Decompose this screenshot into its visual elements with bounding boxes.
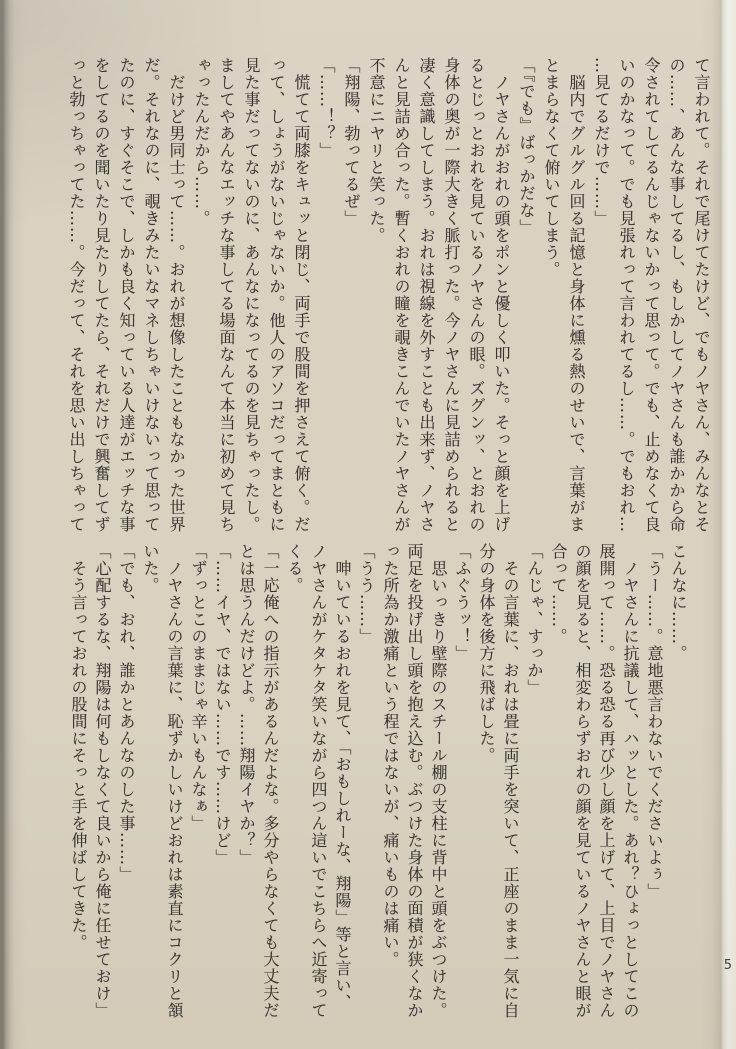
text-column: をしてるのを聞いたり見たりしてたら、それだけで興奮してず: [92, 57, 111, 533]
text-column: って、しょうがないじゃないか。他人のアソコだってまともに: [267, 57, 286, 533]
text-column: 「ずっとこのままじゃ辛いもんなぁ」: [189, 543, 208, 832]
upper-text-block: [64, 57, 714, 541]
text-column: るとじっとおれを見ているノヤさんの眼。ズグンッ、とおれの: [467, 57, 486, 533]
text-column: こんなに……。: [669, 543, 688, 662]
text-column: 「翔陽、勃ってるぜ」: [342, 57, 361, 227]
text-column: 慌てて両膝をキュッと閉じ、両手で股間を押さえて俯く。だ: [292, 57, 311, 533]
text-column: 見た事だってないのに、あんなになってるのを見ちゃったし。: [242, 57, 261, 533]
text-column: ノヤさんがケタケタ笑いながら四つん這いでこちらへ近寄って: [309, 543, 328, 1019]
text-column: いのかなって。でも見張れって言われてるし……。でもおれ…: [617, 57, 636, 533]
text-column: 「……！？」: [317, 57, 336, 159]
text-column: …見てるだけで……」: [592, 57, 611, 227]
lower-text-block: [66, 543, 690, 1027]
page-number: 5: [723, 958, 732, 973]
text-column: とまらなくて俯いてしまう。: [542, 57, 561, 278]
text-column: 呻いているおれを見て、「おもしれーな、翔陽」等と言い、: [333, 543, 352, 1011]
text-column: 「『でも』ばっかだな」: [517, 57, 536, 236]
text-column: だ。それなのに、覗きみたいなマネしちゃいけないって思って: [142, 57, 161, 533]
text-column: ゃったんだから……。: [192, 57, 211, 227]
text-column: 「でも、おれ、誰かとあんなのした事……」: [117, 543, 136, 883]
text-column: 「一応俺への指示があるんだよな。多分やらなくても大丈夫だ: [261, 543, 280, 1019]
text-column: 「んじゃ、すっか」: [525, 543, 544, 696]
text-column: とは思うんだけどよ。……翔陽イヤか？」: [237, 543, 256, 866]
text-column: その言葉に、おれは畳に両手を突いて、正座のまま一気に自: [501, 543, 520, 1019]
text-column: んと見詰め合った。暫くおれの瞳を覗きこんでいたノヤさんが: [392, 57, 411, 533]
text-column: 凄く意識してしまう。おれは視線を外すことも出来ず、ノヤさ: [417, 57, 436, 533]
text-column: ノヤさんがおれの頭をポンと優しく叩いた。そっと顔を上げ: [492, 57, 511, 533]
text-column: そう言っておれの股間にそっと手を伸ばしてきた。: [69, 543, 88, 951]
text-column: 両足を投げ出し頭を抱え込む。ぶつけた身体の面積が狭くなか: [405, 543, 424, 1019]
text-column: だけど男同士って……。おれが想像したこともなかった世界: [167, 57, 186, 533]
text-column: 「……イヤ、ではない……です……けど」: [213, 543, 232, 866]
text-column: 思いっきり壁際のスチール棚の支柱に背中と頭をぶつけた。: [429, 543, 448, 1019]
text-column: ましてやあんなエッチな事してる場面なんて本当に初めて見ち: [217, 57, 236, 533]
text-column: った所為か激痛という程ではないが、痛いものは痛い。: [381, 543, 400, 968]
text-column: 身体の奥が一際大きく脈打った。今ノヤさんに見詰められると: [442, 57, 461, 533]
text-column: 「心配するな、翔陽は何もしなくて良いから俺に任せておけ」: [93, 543, 112, 1019]
text-column: 分の身体を後方に飛ばした。: [477, 543, 496, 764]
text-column: て言われて。それで尾けてたけど、でもノヤさん、みんなとそ: [692, 57, 711, 533]
text-column: ノヤさんに抗議して、ハッとした。あれ？ひょっとしてこの: [621, 543, 640, 1019]
text-column: 「ふぐうッ！」: [453, 543, 472, 662]
text-column: たのに、すぐそこで、しかも良く知っている人達がエッチな事: [117, 57, 136, 533]
text-column: 「うー……。意地悪言わないでくださいよぅ」: [645, 543, 664, 900]
text-column: 展開って……。恐る恐る再び少し顔を上げて、上目でノヤさん: [597, 543, 616, 1019]
text-column: ノヤさんの言葉に、恥ずかしいけどおれは素直にコクリと頷: [165, 543, 184, 1019]
text-column: 合って……。: [549, 543, 568, 645]
text-column: 不意にニヤリと笑った。: [367, 57, 386, 244]
text-column: 「うう……」: [357, 543, 376, 645]
text-column: の顔を見ると、相変わらずおれの顔を見ているノヤさんと眼が: [573, 543, 592, 1019]
text-column: 脳内でグルグル回る記憶と身体に燻る熱のせいで、言葉がま: [567, 57, 586, 533]
text-column: くる。: [285, 543, 304, 594]
text-column: の……、あんな事してるし、もしかしてノヤさんも誰かから命: [667, 57, 686, 533]
text-column: っと勃っちゃってた……。今だって、それを思い出しちゃって: [67, 57, 86, 533]
text-column: 令されてしてるんじゃないかって思って。でも、止めなくて良: [642, 57, 661, 533]
text-column: いた。: [141, 543, 160, 594]
